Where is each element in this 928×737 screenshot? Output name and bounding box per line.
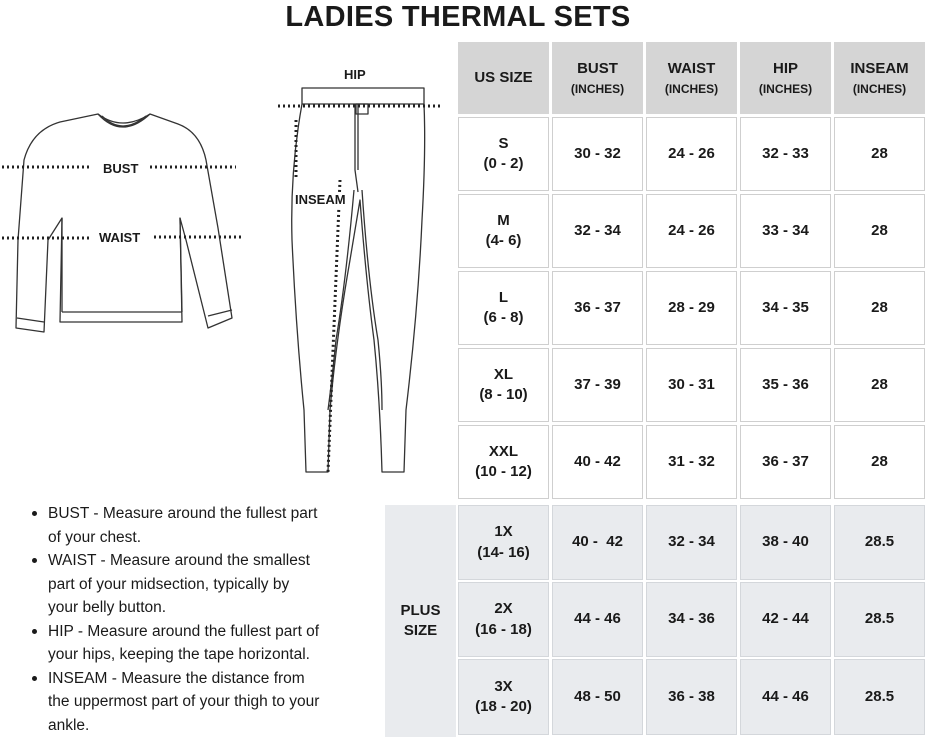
table-row-xxl-size — [458, 425, 549, 499]
size-range: (6 - 8) — [483, 309, 524, 326]
header-waist — [646, 42, 737, 114]
size-range: (4- 6) — [485, 232, 522, 249]
inseam-value: 28 — [834, 271, 925, 345]
header-hip-unit: (INCHES) — [758, 82, 813, 97]
size-label: M — [497, 211, 510, 229]
inseam-value: 28 — [834, 425, 925, 499]
table-row-xl-size — [458, 348, 549, 422]
size-label: XXL — [488, 442, 519, 460]
bust-value: 40 - 42 — [552, 425, 643, 499]
table-row-l-size — [458, 271, 549, 345]
instruction-line: your hips, keeping the tape horizontal. — [48, 646, 310, 663]
header-hip — [740, 42, 831, 114]
header-bust — [552, 42, 643, 114]
size-range: (14- 16) — [477, 543, 530, 561]
plus-size-label-line1: PLUS — [400, 601, 441, 619]
measurement-instructions — [28, 502, 373, 737]
hip-value: 35 - 36 — [740, 348, 831, 422]
size-label: 3X — [494, 677, 513, 695]
inseam-label: INSEAM — [295, 192, 346, 207]
hip-value: 42 - 44 — [740, 582, 831, 657]
header-waist-unit: (INCHES) — [664, 82, 719, 97]
waist-value: 36 - 38 — [646, 659, 737, 735]
instruction-line: INSEAM - Measure the distance from — [48, 669, 305, 687]
header-us-size-label: US SIZE — [474, 68, 533, 86]
header-inseam — [834, 42, 925, 114]
waist-label: WAIST — [99, 230, 141, 245]
instruction-inseam — [28, 667, 373, 737]
inseam-value: 28 — [834, 348, 925, 422]
bust-value: 32 - 34 — [552, 194, 643, 268]
instruction-line: BUST - Measure around the fullest part — [48, 505, 318, 522]
inseam-value: 28.5 — [834, 659, 925, 735]
inseam-value: 28.5 — [834, 582, 925, 657]
inseam-value: 28 — [834, 117, 925, 191]
waist-value: 34 - 36 — [646, 582, 737, 657]
shirt-illustration — [0, 100, 250, 340]
hip-value: 44 - 46 — [740, 659, 831, 735]
instruction-line: of your chest. — [48, 528, 142, 546]
header-inseam-label: INSEAM — [850, 59, 909, 77]
size-range: (0 - 2) — [483, 155, 524, 172]
bust-value: 36 - 37 — [552, 271, 643, 345]
size-label: XL — [493, 365, 514, 383]
table-row-m-size — [458, 194, 549, 268]
plus-size-label-line2: SIZE — [403, 622, 438, 639]
instruction-line: part of your midsection, typically by — [48, 575, 290, 593]
waist-value: 24 - 26 — [646, 117, 737, 191]
hip-value: 34 - 35 — [740, 271, 831, 345]
waist-value: 31 - 32 — [646, 425, 737, 499]
instruction-waist — [28, 549, 373, 620]
waist-value: 24 - 26 — [646, 194, 737, 268]
bust-value: 37 - 39 — [552, 348, 643, 422]
waist-value: 28 - 29 — [646, 271, 737, 345]
bust-label: BUST — [103, 161, 139, 176]
instruction-bust — [28, 502, 373, 549]
size-range: (16 - 18) — [475, 620, 532, 638]
inseam-value: 28.5 — [834, 505, 925, 580]
instruction-line: your belly button. — [48, 599, 167, 616]
size-label: S — [498, 134, 509, 152]
bust-value: 30 - 32 — [552, 117, 643, 191]
leggings-illustration — [270, 80, 450, 480]
size-label: 2X — [494, 600, 513, 618]
table-row-s-size — [458, 117, 549, 191]
header-us-size — [458, 42, 549, 114]
hip-value: 36 - 37 — [740, 425, 831, 499]
waist-value: 32 - 34 — [646, 505, 737, 580]
instruction-hip — [28, 620, 373, 667]
header-bust-unit: (INCHES) — [570, 82, 625, 97]
header-hip-label: HIP — [772, 59, 798, 77]
instruction-line: WAIST - Measure around the smallest — [48, 552, 310, 569]
table-row-3x-size — [458, 659, 549, 735]
page-title: LADIES THERMAL SETS — [285, 1, 631, 33]
instruction-line: HIP - Measure around the fullest part of — [48, 622, 320, 640]
hip-value: 33 - 34 — [740, 194, 831, 268]
header-inseam-unit: (INCHES) — [852, 82, 907, 97]
bust-value: 48 - 50 — [552, 659, 643, 735]
header-waist-label: WAIST — [667, 59, 716, 77]
size-label: L — [498, 288, 509, 306]
bust-value: 44 - 46 — [552, 582, 643, 657]
size-range: (18 - 20) — [475, 698, 532, 715]
size-label: 1X — [494, 523, 513, 541]
header-bust-label: BUST — [577, 59, 618, 77]
size-range: (8 - 10) — [479, 386, 528, 403]
inseam-value: 28 — [834, 194, 925, 268]
hip-value: 38 - 40 — [740, 505, 831, 580]
hip-label: HIP — [344, 67, 366, 82]
plus-size-label — [385, 505, 456, 737]
bust-value: 40 - 42 — [552, 505, 643, 580]
size-range: (10 - 12) — [475, 463, 532, 480]
table-row-2x-size — [458, 582, 549, 657]
hip-value: 32 - 33 — [740, 117, 831, 191]
waist-value: 30 - 31 — [646, 348, 737, 422]
instruction-line: the uppermost part of your thigh to your — [48, 693, 320, 710]
instruction-line: ankle. — [48, 716, 90, 734]
table-row-1x-size — [458, 505, 549, 580]
